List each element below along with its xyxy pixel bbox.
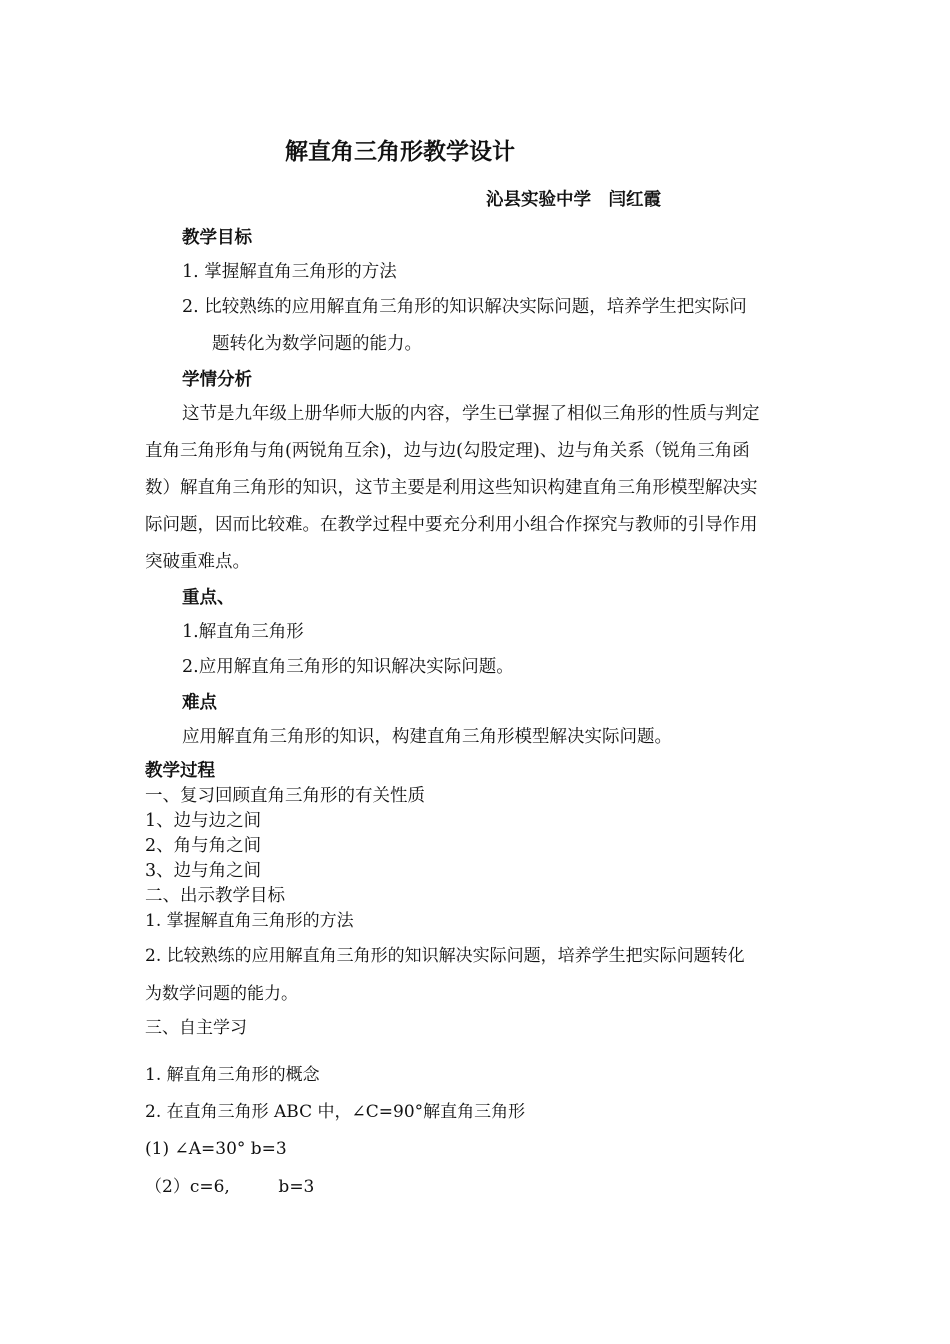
review-item-1: 1、边与边之间 [145, 811, 262, 831]
review-item-2: 2、角与角之间 [145, 836, 262, 856]
difficulties-heading: 难点 [182, 693, 217, 713]
self-study-item-2: 2. 在直角三角形 ABC 中，∠C=90°解直角三角形 [145, 1102, 526, 1122]
process-heading: 教学过程 [145, 761, 215, 781]
goals-heading: 教学目标 [182, 228, 252, 248]
objective-item-2-line-2: 为数学问题的能力。 [145, 984, 298, 1004]
goal-item-1: 1. 掌握解直角三角形的方法 [182, 262, 397, 282]
analysis-line-2: 直角三角形角与角(两锐角互余)，边与边(勾股定理)、边与角关系（锐角三角函 [145, 441, 750, 461]
analysis-line-1: 这节是九年级上册华师大版的内容，学生已掌握了相似三角形的性质与判定 [182, 404, 760, 424]
objectives-heading: 二、出示教学目标 [145, 886, 285, 906]
analysis-line-3: 数）解直角三角形的知识，这节主要是利用这些知识构建直角三角形模型解决实 [145, 478, 758, 498]
goal-item-2-line-1: 2. 比较熟练的应用解直角三角形的知识解决实际问题，培养学生把实际问 [182, 297, 747, 317]
objective-item-1: 1. 掌握解直角三角形的方法 [145, 911, 354, 931]
objective-item-2-line-1: 2. 比较熟练的应用解直角三角形的知识解决实际问题，培养学生把实际问题转化 [145, 946, 745, 966]
self-study-heading: 三、自主学习 [145, 1018, 247, 1038]
author-line: 沁县实验中学 闫红霞 [486, 190, 661, 210]
goal-item-2-line-2: 题转化为数学问题的能力。 [212, 334, 422, 354]
key-points-heading: 重点、 [182, 588, 235, 608]
self-study-exercise-2: （2）c=6, b=3 [145, 1177, 315, 1197]
analysis-heading: 学情分析 [182, 370, 252, 390]
review-heading: 一、复习回顾直角三角形的有关性质 [145, 786, 425, 806]
self-study-exercise-1: (1) ∠A=30° b=3 [145, 1139, 287, 1159]
key-point-2: 2.应用解直角三角形的知识解决实际问题。 [182, 657, 514, 677]
key-point-1: 1.解直角三角形 [182, 622, 304, 642]
self-study-item-1: 1. 解直角三角形的概念 [145, 1065, 320, 1085]
review-item-3: 3、边与角之间 [145, 861, 262, 881]
difficulties-text: 应用解直角三角形的知识，构建直角三角形模型解决实际问题。 [182, 727, 672, 747]
document-title: 解直角三角形教学设计 [285, 139, 515, 165]
analysis-line-5: 突破重难点。 [145, 552, 250, 572]
analysis-line-4: 际问题，因而比较难。在教学过程中要充分利用小组合作探究与教师的引导作用 [145, 515, 758, 535]
